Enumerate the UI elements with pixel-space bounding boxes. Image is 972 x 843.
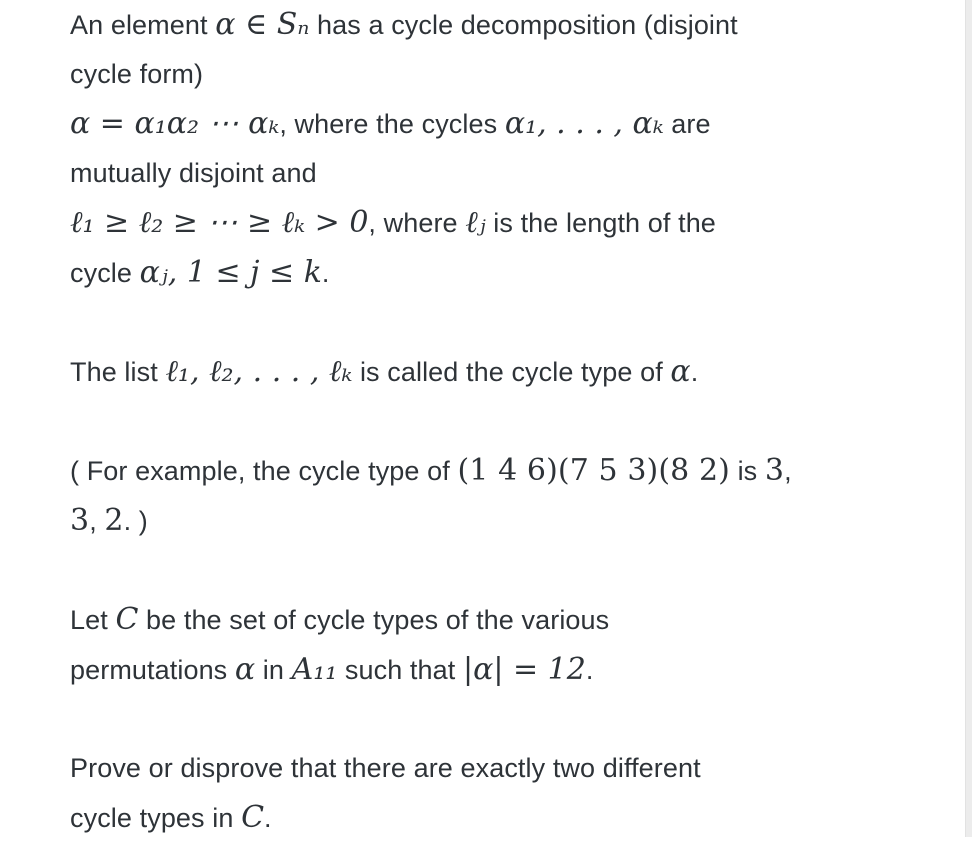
example-line-2: 3, 2. ) (70, 503, 148, 538)
math-alpha-j-range: αⱼ, 1 ≤ j ≤ k (139, 255, 322, 290)
set-c-line-2: permutations α in A₁₁ such that |α| = 12. (70, 652, 594, 687)
paragraph-gap (70, 546, 870, 595)
question-line-2: cycle types in C. (70, 800, 272, 835)
cycle-type-paragraph (70, 347, 870, 397)
definition-line-3: α = α₁α₂ ⋯ αₖ, where the cycles α₁, . . . , αₖ are (70, 106, 711, 141)
set-c-paragraph (70, 595, 870, 695)
right-border (965, 0, 972, 837)
math-example-permutation: (1 4 6)(7 5 3)(8 2) (457, 453, 730, 488)
definition-line-4: mutually disjoint and (70, 158, 317, 188)
definition-paragraph (70, 0, 870, 298)
math-ell-j: ℓⱼ (465, 205, 486, 240)
math-order-12: |α| = 12 (462, 652, 586, 687)
math-length-inequality: ℓ₁ ≥ ℓ₂ ≥ ⋯ ≥ ℓₖ > 0 (70, 205, 369, 240)
definition-line-6: cycle αⱼ, 1 ≤ j ≤ k. (70, 255, 330, 290)
example-line-1: ( For example, the cycle type of (1 4 6)(7 5 3)(8 2) is 3, (70, 453, 792, 488)
math-a11: A₁₁ (291, 652, 338, 687)
math-set-c: C (115, 602, 139, 637)
set-c-line-1: Let C be the set of cycle types of the various (70, 602, 610, 637)
example-paragraph (70, 446, 870, 546)
paragraph-gap (70, 695, 870, 744)
question-line-1: Prove or disprove that there are exactly two different (70, 753, 701, 783)
math-cycles-list: α₁, . . . , αₖ (504, 106, 664, 141)
math-alpha: α (670, 354, 691, 389)
cycle-type-line: The list ℓ₁, ℓ₂, . . . , ℓₖ is called the cycle type of α. (70, 354, 699, 389)
math-length-list: ℓ₁, ℓ₂, . . . , ℓₖ (165, 354, 353, 389)
problem-text (70, 0, 870, 843)
math-set-c: C (241, 800, 265, 835)
paragraph-gap (70, 298, 870, 347)
definition-line-5: ℓ₁ ≥ ℓ₂ ≥ ⋯ ≥ ℓₖ > 0, where ℓⱼ is the length of the (70, 205, 716, 240)
math-alpha-in-sn: α ∈ Sₙ (215, 7, 310, 42)
math-alpha-product: α = α₁α₂ ⋯ αₖ (70, 106, 280, 141)
question-paragraph (70, 744, 870, 843)
definition-line-1: An element α ∈ Sₙ has a cycle decomposition (disjoint (70, 7, 738, 42)
definition-line-2: cycle form) (70, 59, 204, 89)
math-alpha: α (234, 652, 256, 687)
paragraph-gap (70, 397, 870, 446)
